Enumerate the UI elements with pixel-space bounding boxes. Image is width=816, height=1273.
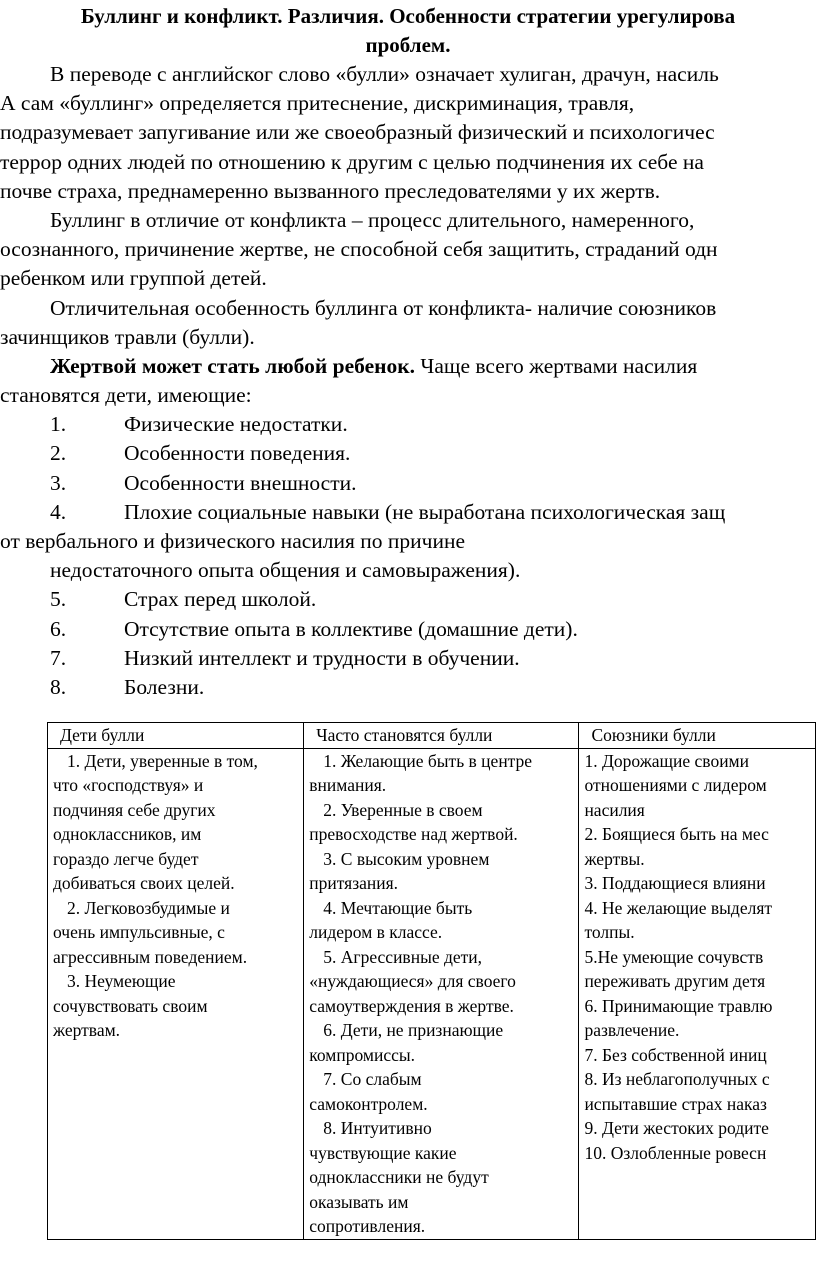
table-cell-line: оказывать им <box>309 1191 409 1212</box>
paragraph-2-line: Буллинг в отличие от конфликта – процесс длительного, намеренного, <box>50 207 695 232</box>
table-cell-item <box>584 749 810 823</box>
list-text: Низкий интеллект и трудности в обучении. <box>124 645 520 670</box>
table-cell-line: подчиняя себе других <box>53 799 216 820</box>
paragraph-3-line: Отличительная особенность буллинга от конфликта- наличие союзников <box>50 295 717 320</box>
table-cell-line: 3. С высоким уровнем <box>323 848 490 869</box>
list-text: Особенности внешности. <box>124 470 357 495</box>
paragraph-1-line: подразумевает запугивание или же своеобразный физический и психологичес <box>0 120 715 145</box>
table-cell-item <box>584 1141 810 1166</box>
table-cell-line: 3. Неумеющие <box>67 971 176 991</box>
list-number: 6. <box>50 616 67 641</box>
list-item <box>0 585 816 614</box>
table-cell-item <box>584 871 810 896</box>
paragraph-4-line <box>0 352 816 381</box>
table-cell-item <box>309 798 573 847</box>
paragraph-2-line: осознанного, причинение жертве, не способной себя защитить, страданий одн <box>0 237 718 262</box>
table-cell-line: 6. Принимающие травлю <box>584 995 773 1016</box>
table-cell-item <box>309 945 573 1019</box>
table-cell-line: толпы. <box>584 922 635 942</box>
table-cell-item <box>53 749 298 896</box>
table-cell-line: 1. Желающие быть в центре <box>323 750 533 771</box>
document-title-line-2: проблем. <box>365 33 451 57</box>
table-cell-item <box>584 994 810 1043</box>
table-cell-line: 2. Легковозбудимые и <box>67 897 230 918</box>
table-cell-line: отношениями с лидером <box>584 775 767 795</box>
list-number: 5. <box>50 587 67 612</box>
list-number: 2. <box>50 441 67 466</box>
table-cell-line: 5.Не умеющие сочувств <box>584 946 764 967</box>
table-cell-item <box>584 822 810 871</box>
list-item <box>0 615 816 644</box>
table-cell-line: 7. Со слабым <box>323 1069 422 1089</box>
list-text: Особенности поведения. <box>124 441 351 466</box>
list-number: 7. <box>50 645 67 670</box>
list-item <box>0 644 816 673</box>
column-bully-allies <box>579 748 816 1239</box>
list-item <box>0 673 816 702</box>
table-cell-line: сопротивления. <box>309 1216 426 1236</box>
table-cell-item <box>309 896 573 945</box>
table-cell-line: превосходстве над жертвой. <box>309 824 518 844</box>
table-cell-item <box>584 945 810 994</box>
table-cell-line: 2. Уверенные в своем <box>323 799 483 820</box>
paragraph-3-line: зачинщиков травли (булли). <box>0 324 255 349</box>
table-cell-line: 6. Дети, не признающие <box>323 1020 504 1040</box>
table-cell-line: 10. Озлобленные ровесн <box>584 1142 767 1163</box>
table-cell-item <box>309 749 573 798</box>
list-item <box>0 439 816 468</box>
list-text: Плохие социальные навыки (не выработана психологическая защ <box>124 499 726 524</box>
table-cell-line: притязания. <box>309 873 399 893</box>
table-cell-line: лидером в классе. <box>309 922 443 942</box>
table-cell-line: гораздо легче будет <box>53 848 199 869</box>
paragraph-4-line: становятся дети, имеющие: <box>0 383 252 408</box>
table-cell-line: одноклассники не будут <box>309 1167 489 1187</box>
paragraph-1-line: террор одних людей по отношению к другим с целью подчинения их себе на <box>0 149 704 174</box>
list-item <box>0 498 816 527</box>
list-item-4-continuation: от вербального и физического насилия по причине <box>0 529 466 553</box>
table-header-cell: Дети булли <box>48 723 304 749</box>
list-text: Страх перед школой. <box>124 587 317 612</box>
table-cell-line: переживать другим детя <box>584 971 766 991</box>
table-cell-line: 2. Боящиеся быть на мес <box>584 824 769 844</box>
table-cell-line: 1. Дети, уверенные в том, <box>67 750 258 771</box>
table-cell-item <box>53 969 298 1043</box>
table-cell-item <box>53 896 298 970</box>
table-cell-line: жертвам. <box>53 1020 121 1040</box>
table-cell-line: жертвы. <box>584 848 645 869</box>
table-cell-line: самоутверждения в жертве. <box>309 995 514 1016</box>
list-number: 3. <box>50 470 67 495</box>
document-body <box>0 60 816 702</box>
table-cell-line: самоконтролем. <box>309 1093 428 1114</box>
paragraph-1-line: В переводе с английског слово «булли» означает хулиган, драчун, насиль <box>50 62 719 86</box>
table-cell-line: 4. Мечтающие быть <box>323 897 473 918</box>
list-item-4-continuation: недостаточного опыта общения и самовыражения). <box>50 558 521 583</box>
column-bully-children <box>48 748 304 1239</box>
table-cell-item <box>309 1067 573 1116</box>
table-cell-line: очень импульсивные, с <box>53 922 225 942</box>
paragraph-2-line: ребенком или группой детей. <box>0 266 267 291</box>
table-cell-line: 3. Поддающиеся влияни <box>584 873 766 893</box>
table-cell-line: чувствующие какие <box>309 1142 457 1163</box>
table-cell-line: 8. Интуитивно <box>323 1118 432 1138</box>
list-text: Отсутствие опыта в коллективе (домашние дети). <box>124 616 578 641</box>
table-cell-line: 8. Из неблагополучных с <box>584 1069 770 1089</box>
table-cell-line: развлечение. <box>584 1020 680 1040</box>
table-cell-line: 4. Не желающие выделят <box>584 897 773 918</box>
paragraph-1-line: почве страха, преднамеренно вызванного преследователями у их жертв. <box>0 178 661 203</box>
table-cell-item <box>584 896 810 945</box>
table-cell-item <box>309 1116 573 1239</box>
table-cell-item <box>309 847 573 896</box>
table-cell-line: агрессивным поведением. <box>53 946 248 967</box>
table-cell-line: насилия <box>584 799 645 820</box>
table-cell-line: «нуждающиеся» для своего <box>309 971 516 991</box>
table-cell-line: компромиссы. <box>309 1044 416 1065</box>
table-cell-line: одноклассников, им <box>53 824 202 844</box>
table-cell-item <box>584 1043 810 1068</box>
table-cell-item <box>584 1067 810 1116</box>
bullying-table <box>47 722 816 1240</box>
column-often-become-bullies <box>304 748 579 1239</box>
paragraph-4-rest: Чаще всего жертвами насилия <box>415 353 698 378</box>
table-cell-line: 5. Агрессивные дети, <box>323 946 483 967</box>
list-number: 8. <box>50 674 67 699</box>
document-title-line-1: Буллинг и конфликт. Различия. Особенности стратегии урегулирова <box>80 4 736 28</box>
table-cell-line: что «господствуя» и <box>53 775 204 795</box>
table-cell-line: внимания. <box>309 775 387 795</box>
list-item <box>0 410 816 439</box>
list-item <box>0 469 816 498</box>
table-cell-item <box>309 1018 573 1067</box>
paragraph-4-bold: Жертвой может стать любой ребенок. <box>50 353 416 378</box>
table-cell-line: 7. Без собственной иниц <box>584 1044 767 1065</box>
table-header-cell: Союзники булли <box>579 723 816 749</box>
table-row <box>48 748 816 1239</box>
table-cell-line: 9. Дети жестоких родите <box>584 1118 769 1138</box>
list-number: 1. <box>50 412 67 437</box>
list-text: Болезни. <box>124 674 205 699</box>
table-cell-line: сочувствовать своим <box>53 995 208 1016</box>
table-header-cell: Часто становятся булли <box>304 723 579 749</box>
table-cell-line: 1. Дорожащие своими <box>584 750 749 771</box>
list-number: 4. <box>50 499 67 524</box>
table-cell-item <box>584 1116 810 1141</box>
table-header-row <box>48 723 816 749</box>
table-cell-line: испытавшие страх наказ <box>584 1093 767 1114</box>
table-cell-line: добиваться своих целей. <box>53 873 235 893</box>
list-text: Физические недостатки. <box>124 412 348 437</box>
paragraph-1-line: А сам «буллинг» определяется притеснение, дискриминация, травля, <box>0 91 635 116</box>
